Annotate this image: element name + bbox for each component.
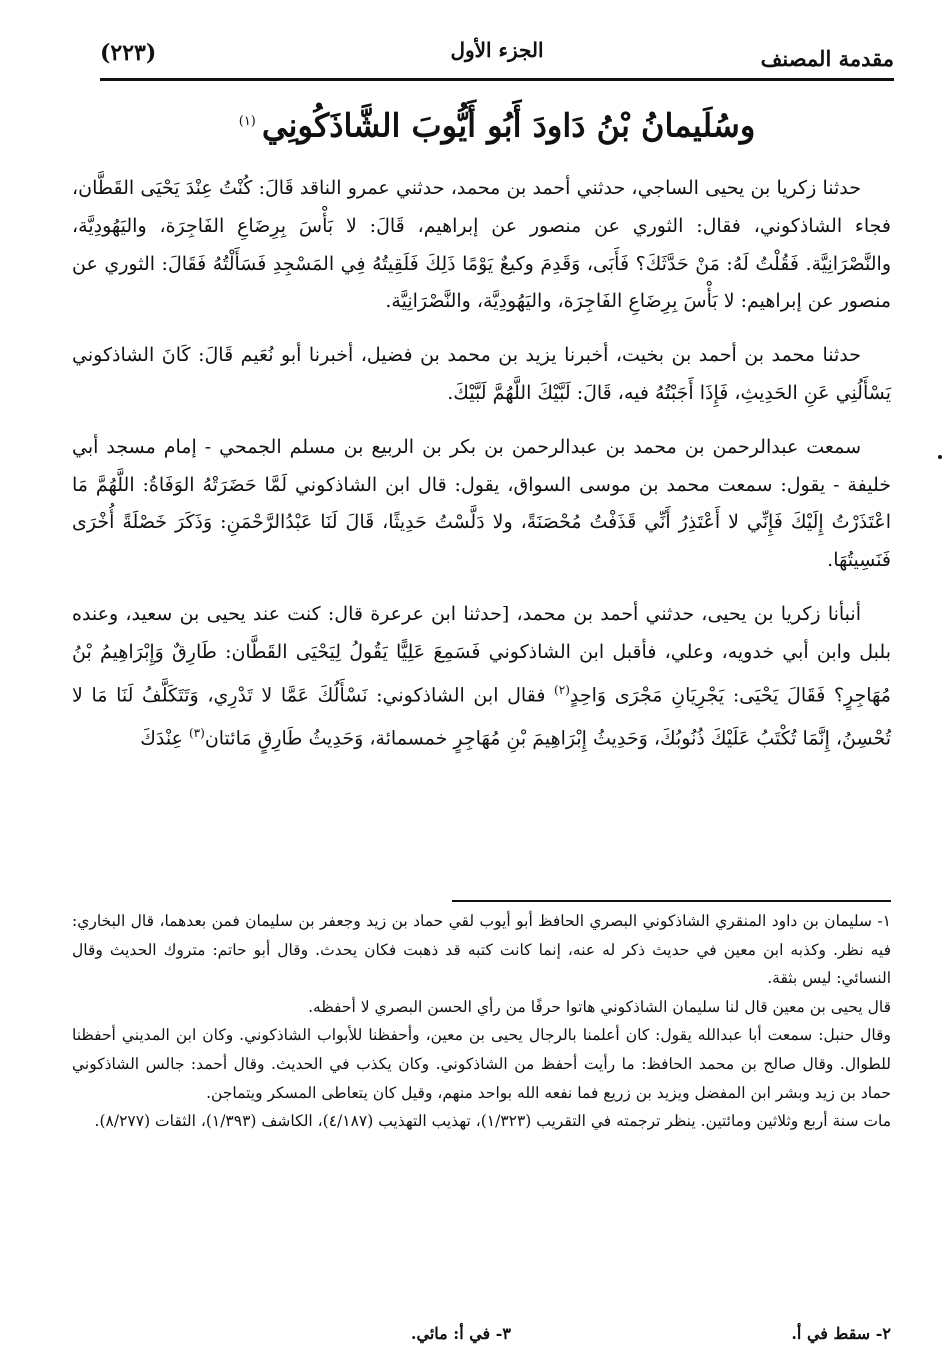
running-header (100, 34, 894, 78)
footnote-ref-3: (٣) (188, 725, 205, 740)
volume-title: الجزء الأول (450, 38, 544, 62)
paragraph-text: حدثنا محمد بن أحمد بن بخيت، أخبرنا يزيد بن محمد بن فضيل، أخبرنا أبو نُعَيم قَالَ: كَانَ الشاذكوني يَسْأَلُنِي عَنِ الحَدِيثِ، فَإِذَا أَجَبْتُهُ فيه، قَالَ: لَبَّيْكَ اللَّهُمَّ لَبَّيْكَ. (72, 344, 891, 404)
header-rule (100, 78, 894, 81)
footnote-line: قال يحيى بن معين قال لنا سليمان الشاذكوني هاتوا حرفًا من رأي الحسن البصري لا أحفظه. (308, 997, 891, 1016)
paragraph (72, 429, 891, 580)
paragraph-text: عِنْدَكَ (140, 727, 189, 750)
biography-title-text: وسُلَيمانُ بْنُ دَاودَ أَبُو أَيُّوبَ الشَّاذَكُونِي (261, 106, 756, 145)
body-text (72, 170, 891, 758)
page-number: (٢٢٣) (100, 40, 157, 66)
paragraph-text: أنبأنا زكريا بن يحيى، حدثني أحمد بن محمد، [حدثنا ابن عرعرة قال: كنت عند يحيى بن سعيد، وعنده بلبل وابن أبي خدويه، وعلي، فأقبل ابن الشاذكوني فَسَمِعَ عَلِيًّا يَقُولُ لِيَحْيَى القَطَّان: طَارِقٌ وَإِبْرَاهِيمُ بْنُ مُهَاجِرٍ؟ فَقَالَ يَحْيَى: يَجْرِيَانِ مَجْرَى وَاحِدٍ (72, 602, 891, 706)
footnote-line: ١- سليمان بن داود المنقري الشاذكوني البصري الحافظ أبو أيوب لقي حماد بن زيد وجعفر بن سليمان فمن بعدهما، قال البخاري: فيه نظر. وكذبه ابن معين في حديث ذكر له عنه، إنما كانت كتبه قد ذهبت فكان يحدث. وقال أبو حاتم: متروك الحديث وقال النسائي: ليس بثقة. (72, 912, 891, 988)
section-title: مقدمة المصنف (760, 46, 894, 71)
footnote-marker: (١) (238, 114, 256, 129)
bottom-footnotes (72, 1324, 891, 1354)
footnotes (72, 907, 891, 1136)
footnote-ref-2: (٢) (554, 682, 570, 697)
paragraph (72, 170, 891, 321)
paragraph (72, 337, 891, 413)
paragraph-text: حدثنا زكريا بن يحيى الساجي، حدثني أحمد بن محمد، حدثني عمرو الناقد قَالَ: كُنْتُ عِنْدَ يَحْيَى القَطَّان، فجاء الشاذكوني، فقال: الثوري عن منصور عن إبراهيم، قَالَ: لا بَأْسَ بِرِضَاعِ الفَاجِرَة، واليَهُودِيَّة، والنَّصْرَانِيَّة. فَقُلْتُ لَهُ: مَنْ حَدَّثَكَ؟ فَأَبَى، وَقَدِمَ وكيعٌ يَوْمًا ذَلِكَ فَلَقِيتُهُ فِي المَسْجِدِ فَسَأَلْتُهُ فَقَالَ: الثوري عن منصور عن إبراهيم: لا بَأْسَ بِرِضَاعِ الفَاجِرَة، واليَهُودِيَّة، والنَّصْرَانِيَّة. (72, 177, 891, 313)
paragraph (72, 596, 891, 758)
paragraph-text: فقال ابن الشاذكوني: نَسْأَلُكَ عَمَّا لا تَدْرِي، وَتَتَكَلَّفُ لَنَا مَا لا تُحْسِنُ، إِنَّمَا تُكْتَبُ عَلَيْكَ ذُنُوبُكَ، وَحَدِيثُ إِبْرَاهِيمَ بْنِ مُهَاجِرٍ خمسمائة، وَحَدِيثُ طَارِقٍ مَائتان (72, 683, 891, 750)
footnote-line: وقال حنبل: سمعت أبا عبدالله يقول: كان أعلمنا بالرجال يحيى بن معين، وأحفظنا للأبواب الشاذكوني. وكان ابن المديني أحفظنا للطوال. وقال صالح بن محمد الحافظ: ما رأيت أحفظ من الشاذكوني. وكان يكذب في الحديث. وقال أحمد: جالس الشاذكوني حماد بن زيد وبشر ابن المفضل ويزيد بن زريع فما نفعه الله بواحد منهم، وقيل كان يتعاطى المسكر ويتماجن. (72, 1026, 891, 1102)
paragraph-text: سمعت عبدالرحمن بن محمد بن عبدالرحمن بن بكر بن الربيع بن مسلم الجمحي - إمام مسجد أبي خليفة - يقول: سمعت محمد بن موسى السواق، يقول: قال ابن الشاذكوني لَمَّا حَضَرَتْهُ الوَفَاةُ: اللَّهُمَّ مَا اعْتَذَرْتُ إِلَيْكَ فَإِنِّي لا أَعْتَذِرُ أَنِّي قَذَفْتُ مُحْصَنَةً، ولا دَلَّسْتُ حَدِيثًا، قَالَ لَنَا عَبْدُالرَّحْمَنِ: وَذَكَرَ خَصْلَةً أُخْرَى فَنَسِيتُهَا. (72, 435, 891, 572)
scan-speck (938, 455, 942, 459)
footnote-line: مات سنة أربع وثلاثين ومائتين. ينظر ترجمته في التقريب (١/٣٢٣)، تهذيب التهذيب (٤/١٨٧)، الكاشف (١/٣٩٣)، الثقات (٨/٢٧٧). (94, 1112, 891, 1131)
footnote-2: ٢- سقط في أ. (791, 1324, 891, 1343)
biography-title (100, 92, 894, 156)
footnote-3: ٣- في أ: مائي. (410, 1324, 511, 1343)
footnote-separator (452, 900, 891, 902)
